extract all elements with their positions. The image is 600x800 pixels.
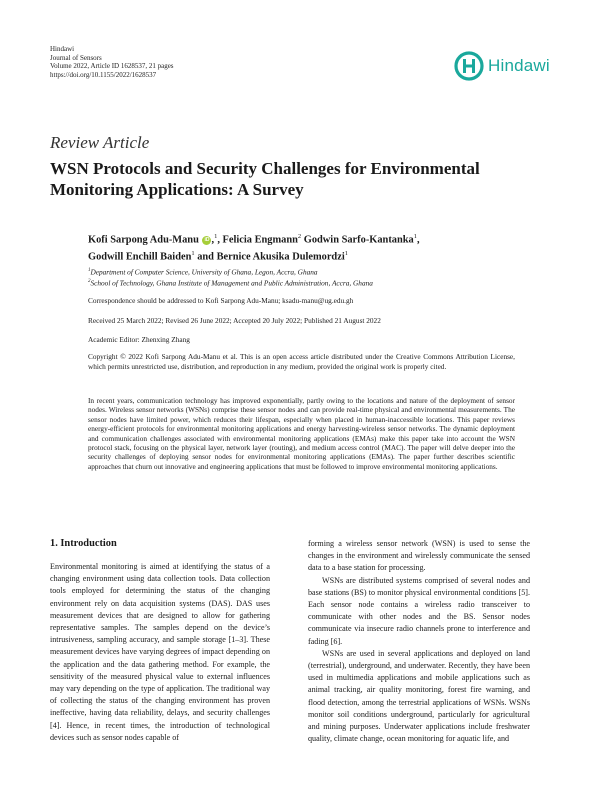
author-affiliation-number: 1: [214, 233, 218, 240]
article-type: Review Article: [50, 133, 150, 152]
author-name: Bernice Akusika Dulemordzi: [216, 251, 345, 263]
publisher-name: Hindawi: [50, 45, 75, 53]
journal-name: Journal of Sensors: [50, 53, 102, 62]
affiliation-1: [88, 266, 548, 276]
logo-text: Hindawi: [488, 56, 550, 75]
author-affiliation-number: 2: [297, 233, 302, 240]
paper-title: WSN Protocols and Security Challenges for Environmental Monitoring Applications: A Survey: [50, 159, 480, 199]
affiliation-number: 2: [88, 279, 91, 284]
hindawi-logo-icon: [454, 51, 484, 81]
volume-line: Volume 2022, Article ID 1628537, 21 pages: [50, 62, 174, 71]
paragraph: WSNs are used in several applications and deployed on land (terrestrial), underground, and underwater. Recently, they have been used in multimedia applications and mobile applications such as animal tracking, air quality monitoring, forest fire warning, and flood detection, among the terrestrial applications of WSNs. WSNs monitor soil conditions underground, particularly for agricultural and mining purposes. Underwater applications include freshwater quality, climate change, ocean monitoring for aquatic life, and: [308, 648, 530, 744]
author-separator: ,: [217, 234, 223, 246]
abstract: In recent years, communication technology has improved exponentially, partly owing to the locations and nature of the deployment of sensor nodes. Wireless sensor networks (WSNs) comprise these sensor nodes and can provide real-time physical and environmental measurements. The sensor nodes have limited power, which reduces their lifespan, especially when placed in human-inaccessible locations. This paper reviews energy-efficient protocols for environmental monitoring applications and energy harvesting-wireless sensor networks. The dynamic deployment and communication challenges associated with environmental monitoring applications (EMAs) make this paper take into account the WSN protocol stack, focusing on the physical layer, network layer (routing), and medium access control (MAC). The paper will delve deeper into the security challenges of deploying sensor nodes for environmental monitoring applications (EMAs). The paper further describes scientific approaches that churn out innovative and engineering applications that must be followed to improve environmental monitoring applications.: [88, 396, 515, 471]
author-name: Godwill Enchill Baiden: [88, 251, 192, 263]
author-name: Felicia Engmann: [222, 234, 298, 246]
body-column-right: [308, 538, 530, 745]
section-heading: 1. Introduction: [50, 538, 117, 549]
article-dates: Received 25 March 2022; Revised 26 June 2022; Accepted 20 July 2022; Published 21 August 2022: [88, 316, 381, 325]
author-separator: and: [194, 251, 217, 263]
affiliation-text: Department of Computer Science, University of Ghana, Legon, Accra, Ghana: [90, 267, 318, 277]
orcid-icon[interactable]: iD: [204, 237, 210, 244]
author-affiliation-number: 1: [191, 250, 195, 258]
correspondence: Correspondence should be addressed to Kofi Sarpong Adu-Manu; ksadu-manu@ug.edu.gh: [88, 296, 354, 305]
author-affiliation-number: 1: [413, 233, 417, 240]
paragraph: Environmental monitoring is aimed at identifying the status of a changing environment using data collection tools. Data collection tools employed for determining the status of the changing environment rely on data acquisition systems (DAS). DAS uses measurement devices that are designed to allow for gathering representative samples. The samples depend on the device’s intrusiveness, sampling accuracy, and sample storage [1–3]. These measurement devices have varying degrees of impact depending on the application and the data gathering method. For example, the sensitivity of the measured physical value to external influences may vary depending on the type of application. The traditional way of collecting the status of the changing environment has proven ineffective, having data reliability, delays, and security challenges [4]. Hence, in recent times, the introduction of technological devices such as sensor nodes capable of: [50, 562, 270, 742]
paragraph: forming a wireless sensor network (WSN) is used to sense the changes in the environment and wirelessly communicate the sensed data to a base station for processing.: [308, 539, 530, 573]
journal-metadata: [50, 45, 174, 79]
affiliation-2: [88, 277, 548, 287]
academic-editor: Academic Editor: Zhenxing Zhang: [88, 335, 190, 344]
paragraph: WSNs are distributed systems comprised of several nodes and base stations (BS) to monitor physical environmental conditions [5]. Each sensor node contains a wireless radio transceiver to communicate with other nodes and the BS. Sensor nodes communicate via insecure radio channels prone to interference and fading [6].: [308, 575, 530, 646]
doi-link[interactable]: https://doi.org/10.1155/2022/1628537: [50, 70, 157, 79]
author-name: Kofi Sarpong Adu-Manu: [88, 234, 199, 246]
copyright-notice: Copyright © 2022 Kofi Sarpong Adu-Manu et al. This is an open access article distributed under the Creative Commons Attribution License, which permits unrestricted use, distribution, and reproduction in any medium, provided the original work is properly cited.: [88, 352, 515, 371]
author-list: Kofi Sarpong Adu-Manu iD ,$^1$, Felicia Engmann$^2$ Godwin Sarfo-Kantanka$^1$, Godwill Enchill Baiden$^1$ and Bernice Akusika Dulemordzi$^1$: [88, 233, 420, 263]
affiliation-number: 1: [88, 268, 91, 273]
author-separator: ,: [417, 234, 420, 246]
body-column-left: [50, 561, 270, 744]
author-affiliation-number: 1: [344, 250, 348, 258]
hindawi-logo: [454, 50, 550, 82]
author-name: Godwin Sarfo-Kantanka: [303, 234, 414, 246]
affiliation-text: School of Technology, Ghana Institute of Management and Public Administration, Accra, Ghana: [90, 278, 373, 288]
